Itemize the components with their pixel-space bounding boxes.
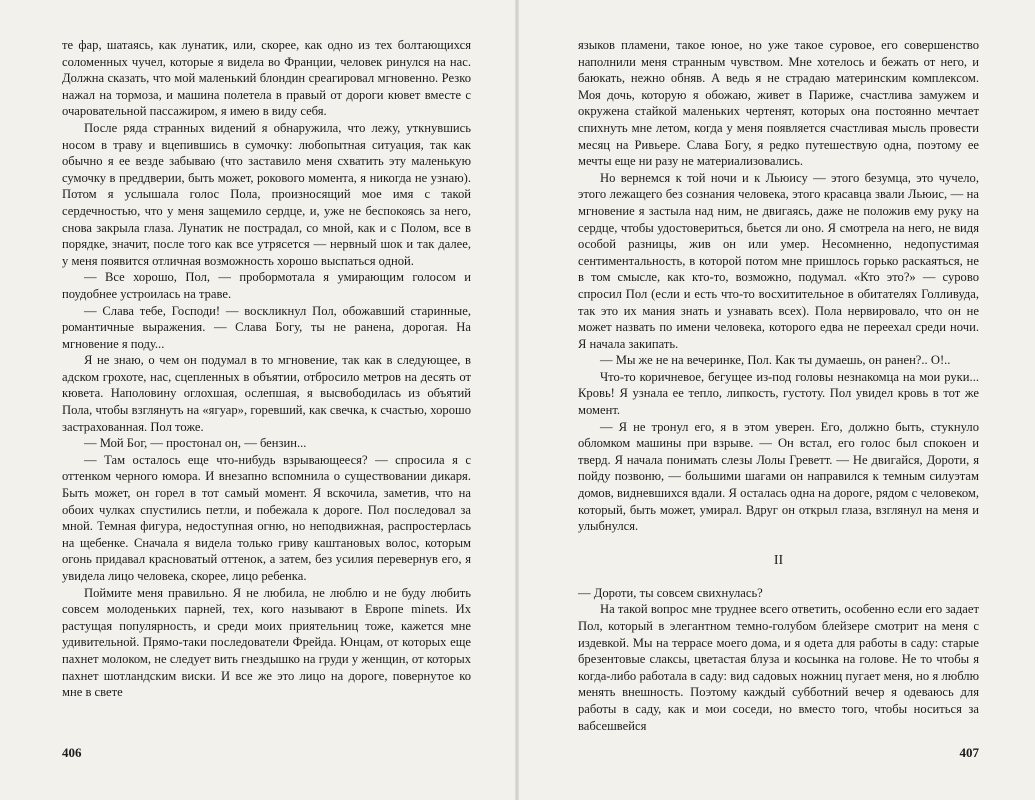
- paragraph: — Мой Бог, — простонал он, — бензин...: [84, 436, 307, 451]
- paragraph: На такой вопрос мне труднее всего ответить, особенно если его задает Пол, который в элегантном темно-голубом блейзере смотрит на меня с издевкой. Мы на террасе моего дома, и я одета для работы в саду: старые брезентовые слаксы, цветастая блуза и косынка на голове. Не то чтобы я когда-либо работала в саду: вид садовых ножниц пугает меня, но я люблю менять внешность. Поэтому каждый субботний вечер я одеваюсь для работы в саду, как и мои соседи, но вместо того, чтобы носиться за вабсешвейся: [578, 602, 979, 733]
- chapter-number: II: [773, 552, 784, 568]
- paragraph: — Слава тебе, Господи! — воскликнул Пол, обожавший старинные, романтичные выражения. — Слава Богу, ты не ранена, дорогая. На мгновение я поду...: [62, 303, 471, 351]
- paragraph: Но вернемся к той ночи и к Льюису — этого безумца, это чучело, этого лежащего без сознания человека, этого красавца звали Льюис, — на мгновение я застыла над ним, не двигаясь, даже не положив ему руку на сердце, чтобы удостовериться, бьется ли оно. Я смотрела на него, не видя особой разницы, жив он или умер. Несомненно, недопустимая сентиментальность, в которой потом мне пришлось горько раскаяться, не в том смысле, как кто-то, возможно, подумал. «Кто это?» — сурово спросил Пол (если и есть что-то восхитительное в обитателях Голливуда, так это их мания знать и узнавать всех). Пола нервировало, что он не может назвать по имени человека, которого едва не переехал среди ночи. Я начала закипать.: [578, 170, 979, 351]
- paragraph: После ряда странных видений я обнаружила, что лежу, уткнувшись носом в траву и вцепившись в сумочку: любопытная ситуация, так как обычно я ее везде забываю (что заставило меня схватить эту маленькую сумочку в преддверии, быть может, рокового момента, я никогда не узнаю). Потом я услышала голос Пола, произносящий мое имя с такой сердечностью, что у меня защемило сердце, и, уже не беспокоясь за него, снова закрыла глаза. Лунатик не пострадал, со мной, как и с Полом, все в порядке, значит, после того как все утрясется — нервный шок и так далее, у меня появится отличная возможность хорошо выспаться одной.: [62, 120, 471, 268]
- paragraph: Что-то коричневое, бегущее из-под головы незнакомца на мои руки... Кровь! Я узнала ее тепло, липкость, густоту. Пол увидел кровь в тот же момент.: [578, 369, 979, 418]
- paragraph: Я не знаю, о чем он подумал в то мгновение, так как в следующее, в адском грохоте, нас, сцепленных в объятии, отбросило метров на десять от кювета. Наполовину оглохшая, ослепшая, я высвободилась из объятий Пола, чтобы взглянуть на «ягуар», горевший, как свечка, к счастью, хорошо застрахованная. Пол тоже.: [62, 353, 471, 434]
- paragraph: те фар, шатаясь, как лунатик, или, скорее, как одно из тех болтающихся соломенных чучел, которые я видела во Франции, человек ринулся на нас. Должна сказать, что мой маленький блондин среагировал мгновенно. Резко нажал на тормоза, и машина полетела в правый от дороги кювет вместе с очаровательной пассажиром, я имею в виду себя.: [62, 38, 471, 119]
- page-number: 406: [62, 745, 82, 760]
- paragraph: — Я не тронул его, я в этом уверен. Его, должно быть, стукнуло обломком машины при взрыве. — Он встал, его голос был спокоен и тверд. Я начала понимать слезы Лолы Греветт. — Не двигайся, Дороти, я пойду позвоню, — большими шагами он направился к темным силуэтам домов, видневшихся вдали. Я осталась одна на дороге, рядом с человеком, который, быть может, умирал. Вдруг он открыл глаза, взглянул на меня и улыбнулся.: [578, 419, 979, 534]
- paragraph: — Все хорошо, Пол, — пробормотала я умирающим голосом и поудобнее устроилась на траве.: [62, 270, 471, 301]
- paragraph: — Мы же не на вечеринке, Пол. Как ты думаешь, он ранен?.. О!..: [600, 353, 951, 368]
- left-page: [0, 0, 517, 800]
- paragraph: Поймите меня правильно. Я не любила, не люблю и не буду любить совсем молоденьких парней, тех, кого называют в Европе minets. Их растущая популярность, и среди моих приятельниц тоже, кажется мне удивительной. Прямо-таки последователи Фрейда. Юнцам, от которых еще пахнет молоком, не следует вить гнездышко на груди у женщин, от которых пахнет шотландским виски. И все же это лицо на дороге, повернутое ко мне в свете: [62, 585, 471, 700]
- page-number: 407: [959, 745, 979, 760]
- paragraph: языков пламени, такое юное, но уже такое суровое, его совершенство наполнили меня странным чувством. Мне хотелось и бежать от него, и баюкать, нежно обняв. А ведь я не страдаю материнским комплексом. Моя дочь, которую я обожаю, живет в Париже, счастлива замужем и окружена стайкой маленьких чертенят, которых она постоянно мечтает спихнуть мне летом, когда у меня появляется счастливая мысль провести месяц на Ривьере. Слава Богу, я редко путешествую одна, поэтому ее мечты еще ни разу не материализовались.: [578, 38, 979, 169]
- paragraph: — Там осталось еще что-нибудь взрывающееся? — спросила я с оттенком черного юмора. И внезапно вспомнила о существовании дикаря. Быть может, он горел в тот самый момент. Я вскочила, заметив, что на обоих чулках спустились петли, и побежала к дороге. Пол последовал за мной. Темная фигура, недоступная огню, но неподвижная, распростерлась на щебенке. Сначала я видела только гриву каштановых волос, которым огонь придавал красноватый оттенок, а затем, без усилия перевернув его, я увидела лицо человека, скорее, лицо ребенка.: [62, 452, 471, 583]
- right-page: [518, 0, 1035, 800]
- left-page-text: [62, 37, 471, 701]
- right-page-text: [578, 37, 979, 734]
- paragraph: — Дороти, ты совсем свихнулась?: [578, 585, 763, 600]
